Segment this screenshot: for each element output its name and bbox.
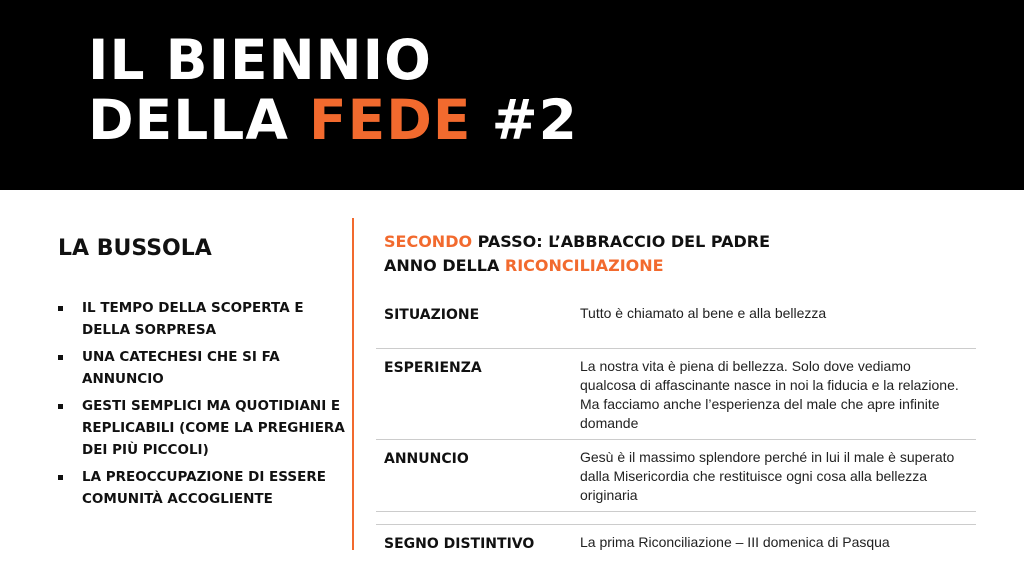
anno-start: ANNO DELLA — [384, 256, 505, 275]
passo-title — [384, 230, 976, 254]
bussola-section — [58, 236, 348, 515]
row-key: SEGNO DISTINTIVO — [376, 524, 572, 560]
table-row — [376, 439, 976, 511]
table-row — [376, 348, 976, 439]
anno-accent: RICONCILIAZIONE — [504, 256, 664, 275]
bussola-item: IL TEMPO DELLA SCOPERTA E DELLA SORPRESA — [58, 297, 348, 341]
row-key: ANNUNCIO — [376, 439, 572, 511]
table-spacer-row — [376, 511, 976, 524]
row-value: La nostra vita è piena di bellezza. Solo dove vediamo qualcosa di affascinante nasce in noi la fiducia e la relazione. Ma facciamo anche l’esperienza del male che apre infinite domande — [572, 348, 976, 439]
page-title — [88, 30, 578, 150]
row-value: Tutto è chiamato al bene e alla bellezza — [580, 305, 827, 321]
title-line-2-start: DELLA — [88, 88, 310, 152]
passo-table — [376, 296, 976, 560]
passo-header — [384, 230, 976, 278]
bussola-item: LA PREOCCUPAZIONE DI ESSERE COMUNITÀ ACCOGLIENTE — [58, 466, 348, 510]
title-banner — [0, 0, 1024, 190]
bussola-heading: LA BUSSOLA — [58, 236, 212, 261]
title-line-1: IL BIENNIO — [88, 28, 432, 92]
row-value: La prima Riconciliazione – III domenica di Pasqua — [572, 524, 976, 560]
passo-accent: SECONDO — [384, 232, 473, 251]
bussola-item: GESTI SEMPLICI MA QUOTIDIANI E REPLICABILI (COME LA PREGHIERA DEI PIÙ PICCOLI) — [58, 395, 348, 461]
row-value: Gesù è il massimo splendore perché in lui il male è superato dalla Misericordia che restituisce ogni cosa alla bellezza originaria — [572, 439, 976, 511]
row-key: SITUAZIONE — [384, 307, 480, 323]
anno-title — [384, 254, 976, 278]
table-row — [376, 296, 976, 348]
bussola-list — [58, 297, 348, 510]
title-accent-word: FEDE — [309, 88, 472, 152]
row-key: ESPERIENZA — [376, 348, 572, 439]
table-row — [376, 524, 976, 560]
vertical-divider — [352, 218, 354, 550]
bussola-item: UNA CATECHESI CHE SI FA ANNUNCIO — [58, 346, 348, 390]
title-line-2-end: #2 — [471, 88, 578, 152]
passo-rest: PASSO: L’ABBRACCIO DEL PADRE — [472, 232, 771, 251]
